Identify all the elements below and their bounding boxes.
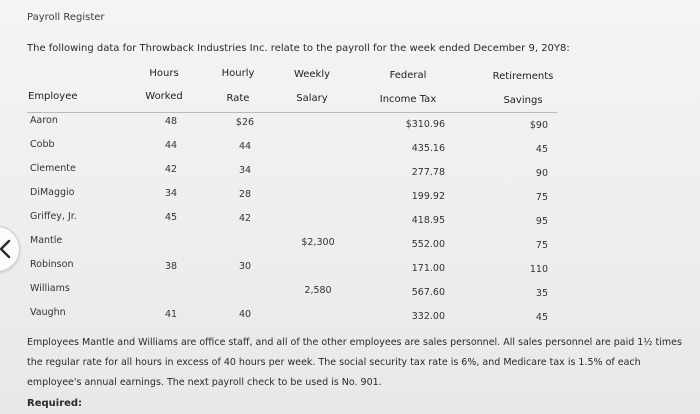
retirement-savings: 75 [535,240,548,251]
employee-name: DiMaggio [30,187,75,198]
page-title: Payroll Register [27,12,105,23]
retirement-savings: 75 [535,192,548,203]
employee-name: Williams [30,283,70,294]
employee-name: Clemente [30,163,76,174]
header-rate-line1: Hourly [221,68,255,79]
employee-name: Cobb [30,139,55,150]
chevron-left-icon [0,239,11,259]
federal-income-tax: 332.00 [411,311,445,322]
hourly-rate: $26 [235,117,255,128]
header-tax-line2: Income Tax [379,94,437,105]
federal-income-tax: 171.00 [411,263,445,274]
header-rate-line2: Rate [226,93,250,104]
weekly-salary: $2,300 [301,237,335,248]
header-savings-line1: Retirements [492,71,554,82]
employee-name: Griffey, Jr. [30,211,77,222]
header-salary-line1: Weekly [293,69,331,80]
intro-text: The following data for Throwback Industries Inc. relate to the payroll for the week ended December 9, 20Y8: [27,43,570,54]
employee-name: Robinson [30,259,74,270]
required-heading: Required: [27,398,83,409]
federal-income-tax: 435.16 [411,143,445,154]
hours-worked: 48 [164,116,178,127]
federal-income-tax: 277.78 [411,167,445,178]
header-hours-line2: Worked [145,91,183,102]
federal-income-tax: 552.00 [411,239,445,250]
hours-worked: 34 [164,188,178,199]
employee-name: Mantle [30,235,63,246]
employee-name: Vaughn [30,307,66,318]
federal-income-tax: $310.96 [405,119,445,130]
header-employee: Employee [28,91,78,102]
retirement-savings: 110 [529,264,548,275]
problem-note: Employees Mantle and Williams are office staff, and all of the other employees are sales personnel. All sales personnel are paid 1½ times the regular rate for all hours in excess of 40 hours per week. The social security tax rate is 6%, and Medicare tax is 1.5% of each employee's annual earnings. The next payroll check to be used is No. 901. [27,337,682,388]
retirement-savings: 45 [535,312,548,323]
hours-worked: 44 [164,140,178,151]
hours-worked: 38 [164,261,178,272]
retirement-savings: 95 [535,216,548,227]
header-hours-line1: Hours [149,68,179,79]
hours-worked: 45 [164,212,178,223]
federal-income-tax: 567.60 [411,287,445,298]
federal-income-tax: 418.95 [411,215,445,226]
retirement-savings: 45 [535,144,548,155]
hourly-rate: 28 [238,189,252,200]
federal-income-tax: 199.92 [411,191,445,202]
retirement-savings: 90 [535,168,548,179]
back-button[interactable] [0,226,20,272]
hourly-rate: 30 [238,261,252,272]
header-savings-line2: Savings [503,95,543,106]
hourly-rate: 40 [238,309,252,320]
retirement-savings: $90 [529,120,548,131]
hourly-rate: 44 [238,141,252,152]
retirement-savings: 35 [535,288,548,299]
weekly-salary: 2,580 [304,285,332,296]
header-tax-line1: Federal [389,70,427,81]
employee-name: Aaron [30,115,58,126]
hourly-rate: 42 [238,213,252,224]
header-divider [27,112,557,113]
hourly-rate: 34 [238,165,252,176]
header-salary-line2: Salary [296,93,328,104]
hours-worked: 41 [164,309,178,320]
hours-worked: 42 [164,164,178,175]
